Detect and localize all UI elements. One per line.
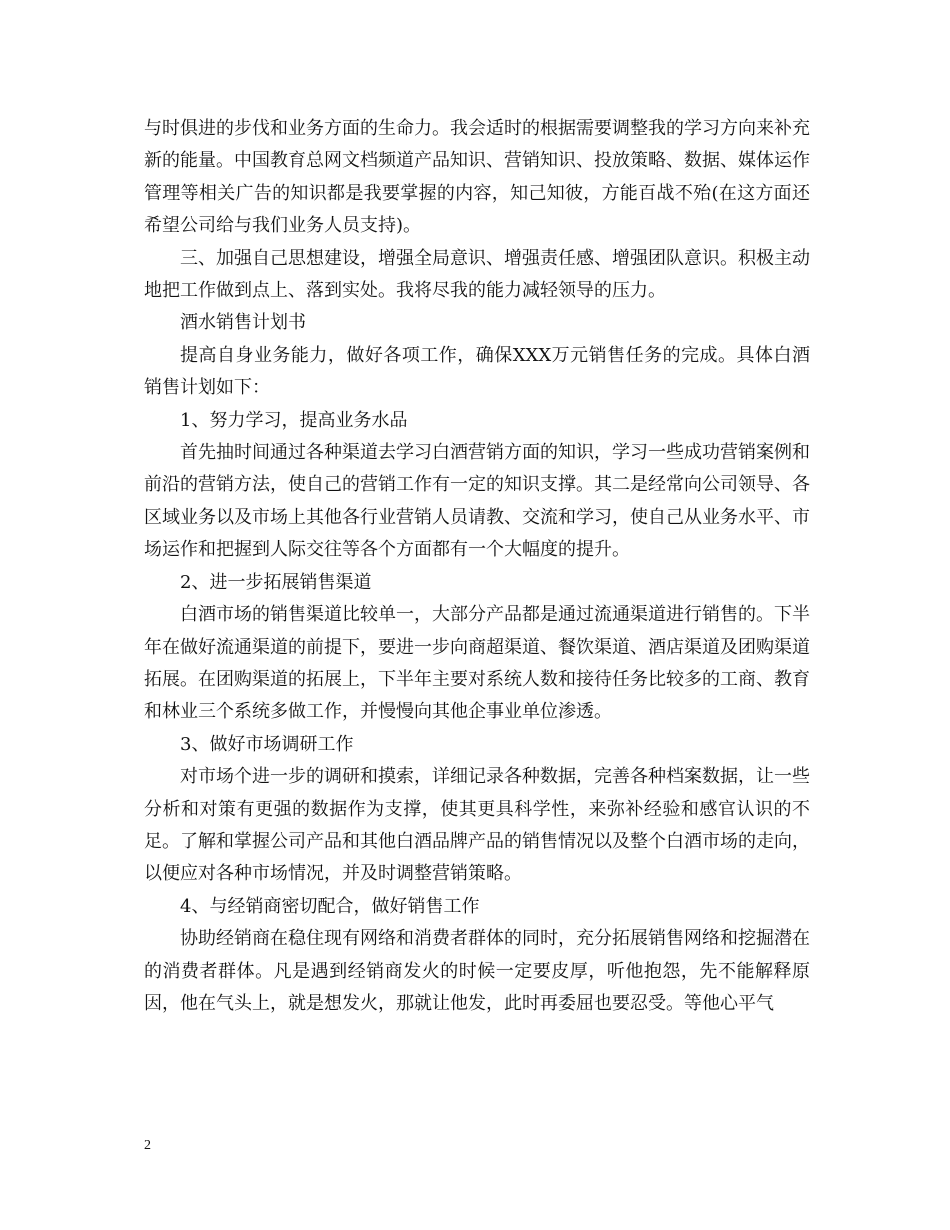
paragraph-12: 协助经销商在稳住现有网络和消费者群体的同时，充分拓展销售网络和挖掘潜在的消费者群体。凡是遇到经销商发火的时候一定要皮厚，听他抱怨，先不能解释原因，他在气头上，就是想发火，那就让他发，此时再委屈也要忍受。等他心平气 [144,928,810,1014]
paragraph-1: 与时俱进的步伐和业务方面的生命力。我会适时的根据需要调整我的学习方向来补充新的能量。中国教育总网文档频道产品知识、营销知识、投放策略、数据、媒体运作管理等相关广告的知识都是我要掌握的内容，知己知彼，方能百战不殆(在这方面还希望公司给与我们业务人员支持)。 [144,118,810,237]
paragraph-2: 三、加强自己思想建设，增强全局意识、增强责任感、增强团队意识。积极主动地把工作做到点上、落到实处。我将尽我的能力减轻领导的压力。 [144,247,810,302]
heading-3: 3、做好市场调研工作 [180,733,354,755]
paragraph-10: 对市场个进一步的调研和摸索，详细记录各种数据，完善各种档案数据，让一些分析和对策有更强的数据作为支撑，使其更具科学性，来弥补经验和感官认识的不足。了解和掌握公司产品和其他白酒品牌产品的销售情况以及整个白酒市场的走向，以便应对各种市场情况，并及时调整营销策略。 [144,766,810,885]
section-title: 酒水销售计划书 [180,312,306,334]
heading-4: 4、与经销商密切配合，做好销售工作 [180,895,480,917]
paragraph-6: 首先抽时间通过各种渠道去学习白酒营销方面的知识，学习一些成功营销案例和前沿的营销方法，使自己的营销工作有一定的知识支撑。其二是经常向公司领导、各区域业务以及市场上其他各行业营销人员请教、交流和学习，使自己从业务水平、市场运作和把握到人际交往等各个方面都有一个大幅度的提升。 [144,442,810,561]
document-body [144,113,810,1020]
heading-1: 1、努力学习，提高业务水品 [180,409,408,431]
paragraph-4: 提高自身业务能力，做好各项工作，确保XXX万元销售任务的完成。具体白酒销售计划如下： [144,344,810,399]
page-number: 2 [144,1138,151,1153]
heading-2: 2、进一步拓展销售渠道 [180,571,372,593]
paragraph-8: 白酒市场的销售渠道比较单一，大部分产品都是通过流通渠道进行销售的。下半年在做好流通渠道的前提下，要进一步向商超渠道、餐饮渠道、酒店渠道及团购渠道拓展。在团购渠道的拓展上，下半年主要对系统人数和接待任务比较多的工商、教育和林业三个系统多做工作，并慢慢向其他企事业单位渗透。 [144,604,810,723]
